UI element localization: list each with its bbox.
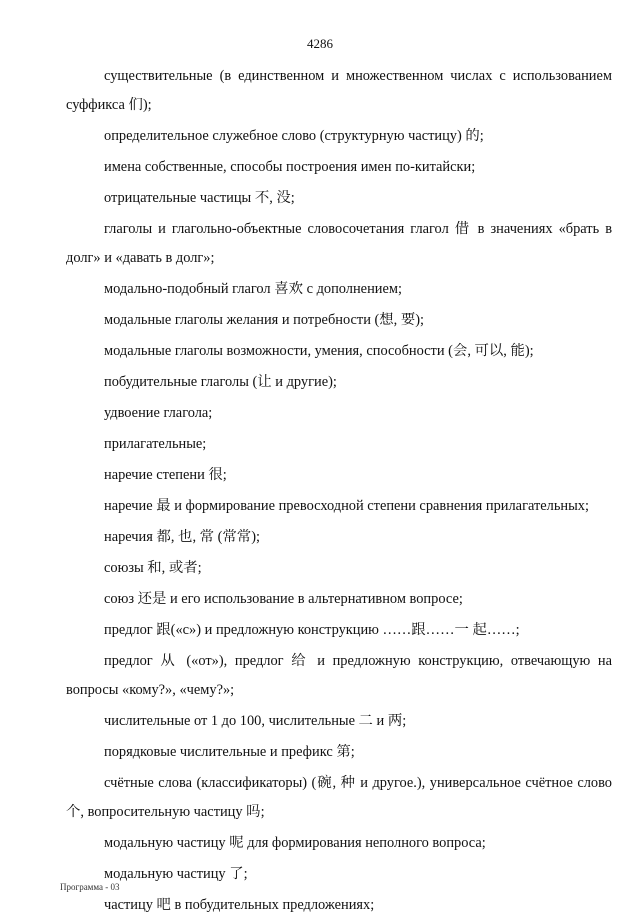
list-item: порядковые числительные и префикс 第; (104, 744, 355, 760)
list-item: предлог 从 («от»), предлог 给 и предложную конструкцию, отвечающую на вопросы «кому?», «чему?»; (66, 653, 612, 698)
footer-label: Программа - 03 (60, 882, 120, 892)
list-item: глаголы и глагольно-объектные словосочетания глагол 借 в значениях «брать в долг» и «давать в долг»; (66, 221, 612, 266)
list-item: наречие степени 很; (104, 467, 227, 483)
list-item: определительное служебное слово (структурную частицу) 的; (104, 128, 484, 144)
page-number: 4286 (307, 36, 333, 51)
list-item: модальные глаголы желания и потребности (想, 要); (104, 312, 425, 328)
list-item: числительные от 1 до 100, числительные 二 и 两; (104, 713, 407, 729)
list-item: модальные глаголы возможности, умения, способности (会, 可以, 能); (104, 343, 534, 359)
list-item: счётные слова (классификаторы) (碗, 种 и другое.), универсальное счётное слово 个, вопросительную частицу 吗; (66, 775, 612, 820)
list-item: модально-подобный глагол 喜欢 с дополнением; (104, 281, 402, 297)
list-item: модальную частицу 了; (104, 866, 248, 882)
list-item: наречия 都, 也, 常 (常常); (104, 529, 260, 545)
list-item: прилагательные; (104, 436, 207, 452)
list-item: удвоение глагола; (104, 405, 213, 421)
list-item: наречие 最 и формирование превосходной степени сравнения прилагательных; (104, 498, 589, 514)
list-item: побудительные глаголы (让 и другие); (104, 374, 337, 390)
list-item: предлог 跟(«с») и предложную конструкцию ……跟……一 起……; (104, 622, 520, 638)
list-item: союз 还是 и его использование в альтернативном вопросе; (104, 591, 463, 607)
list-item: частицу 吧 в побудительных предложениях; (104, 897, 375, 913)
list-item: модальную частицу 呢 для формирования неполного вопроса; (104, 835, 486, 851)
list-item: союзы 和, 或者; (104, 560, 202, 576)
list-item: существительные (в единственном и множественном числах с использованием суффикса 们); (66, 68, 612, 113)
list-item: отрицательные частицы 不, 没; (104, 190, 295, 206)
list-item: имена собственные, способы построения имен по-китайски; (104, 159, 476, 175)
grammar-list (66, 62, 612, 920)
